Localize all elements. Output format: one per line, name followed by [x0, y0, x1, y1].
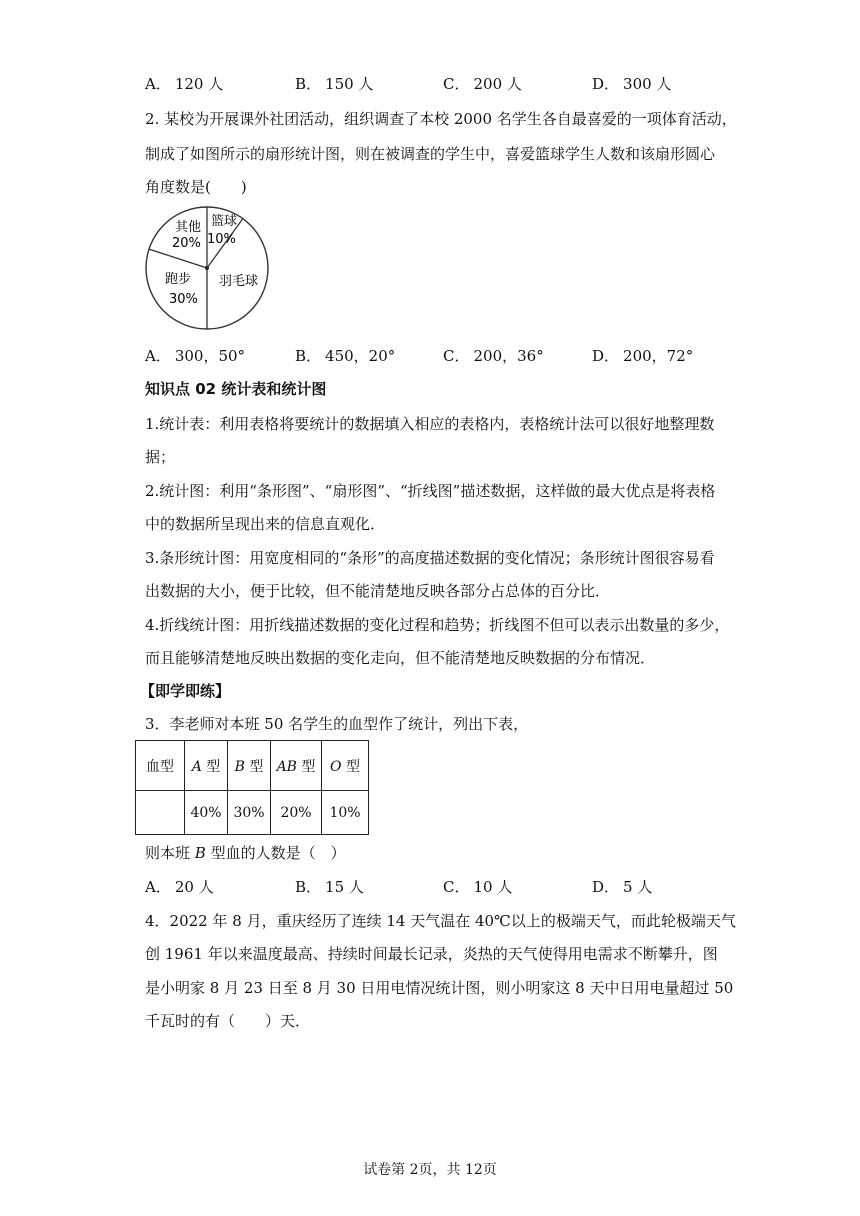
q1-option-b: B． 150 人	[295, 75, 374, 93]
pie-chart	[145, 205, 275, 331]
q4-line-3: 是小明家 8 月 23 日至 8 月 30 日用电情况统计图，则小明家这 8 天中日用电量超过 50	[145, 979, 734, 997]
q4-line-2: 创 1961 年以来温度最高、持续时间最长记录，炎热的天气使得用电需求不断攀升，图	[145, 945, 718, 963]
q3-option-d: D． 5 人	[592, 878, 653, 896]
q4-line-1: 4．2022 年 8 月，重庆经历了连续 14 天气温在 40℃以上的极端天气，而此轮极端天气	[145, 912, 736, 930]
slice-pct-running: 30%	[169, 292, 198, 307]
page-footer: 试卷第 2页，共 12页	[363, 1162, 497, 1178]
q2-option-d: D． 200，72°	[592, 347, 694, 365]
header-cell-b: B 型	[228, 741, 271, 791]
q2-option-c: C． 200，36°	[443, 347, 544, 365]
q2-line-2: 制成了如图所示的扇形统计图，则在被调查的学生中，喜爱篮球学生人数和该扇形圆心	[145, 145, 716, 163]
slice-pct-other: 20%	[172, 236, 201, 251]
q1-option-c: C． 200 人	[443, 75, 522, 93]
q1-option-d: D． 300 人	[592, 75, 672, 93]
practice-title: 【即学即练】	[140, 682, 231, 700]
q3-intro: 3．李老师对本班 50 名学生的血型作了统计，列出下表，	[145, 715, 529, 733]
header-label-cell: 血型	[136, 741, 185, 791]
header-cell-o: O 型	[322, 741, 369, 791]
q1-option-a: A． 120 人	[145, 75, 224, 93]
q2-option-a: A． 300，50°	[145, 347, 246, 365]
para-3b: 出数据的大小，便于比较，但不能清楚地反映各部分占总体的百分比．	[145, 582, 611, 600]
para-4b: 而且能够清楚地反映出数据的变化走向，但不能清楚地反映数据的分布情况．	[145, 649, 656, 667]
section-title: 知识点 02 统计表和统计图	[145, 380, 327, 398]
q1-options	[145, 73, 745, 95]
q2-line-3: 角度数是( )	[145, 178, 247, 196]
header-cell-a: A 型	[185, 741, 228, 791]
para-1b: 据；	[145, 448, 176, 466]
slice-label-other: 其他	[175, 220, 202, 235]
para-2a: 2.统计图：利用“条形图”、“扇形图”、“折线图”描述数据，这样做的最大优点是将表格	[145, 482, 716, 500]
q3-options	[145, 876, 745, 898]
slice-pct-basketball: 10%	[207, 232, 236, 247]
slice-label-running: 跑步	[165, 272, 192, 287]
value-cell-ab: 20%	[271, 791, 322, 835]
para-4a: 4.折线统计图：用折线描述数据的变化过程和趋势；折线图不但可以表示出数量的多少，	[145, 616, 730, 634]
q2-options	[145, 345, 745, 367]
q3-option-b: B． 15 人	[295, 878, 364, 896]
value-cell-o: 10%	[322, 791, 369, 835]
q2-line-1: 2. 某校为开展课外社团活动，组织调查了本校 2000 名学生各自最喜爱的一项体育活动，	[145, 110, 737, 128]
value-cell-b: 30%	[228, 791, 271, 835]
header-cell-ab: AB 型	[271, 741, 322, 791]
para-3a: 3.条形统计图：用宽度相同的“条形”的高度描述数据的变化情况；条形统计图很容易看	[145, 549, 715, 567]
table-header-row	[136, 741, 369, 791]
para-2b: 中的数据所呈现出来的信息直观化．	[145, 515, 386, 533]
slice-label-basketball: 篮球	[211, 214, 238, 229]
q2-option-b: B． 450，20°	[295, 347, 396, 365]
slice-label-badminton: 羽毛球	[219, 274, 259, 289]
value-label-cell	[136, 791, 185, 835]
value-cell-a: 40%	[185, 791, 228, 835]
q4-line-4: 千瓦时的有（ ）天．	[145, 1012, 311, 1030]
para-1a: 1.统计表：利用表格将要统计的数据填入相应的表格内，表格统计法可以很好地整理数	[145, 415, 715, 433]
q3-option-c: C． 10 人	[443, 878, 513, 896]
table-value-row	[136, 791, 369, 835]
q3-question: 则本班 B 型血的人数是（ ）	[145, 844, 346, 862]
q3-option-a: A． 20 人	[145, 878, 214, 896]
blood-type-table	[135, 740, 369, 835]
pie-center	[205, 266, 209, 270]
